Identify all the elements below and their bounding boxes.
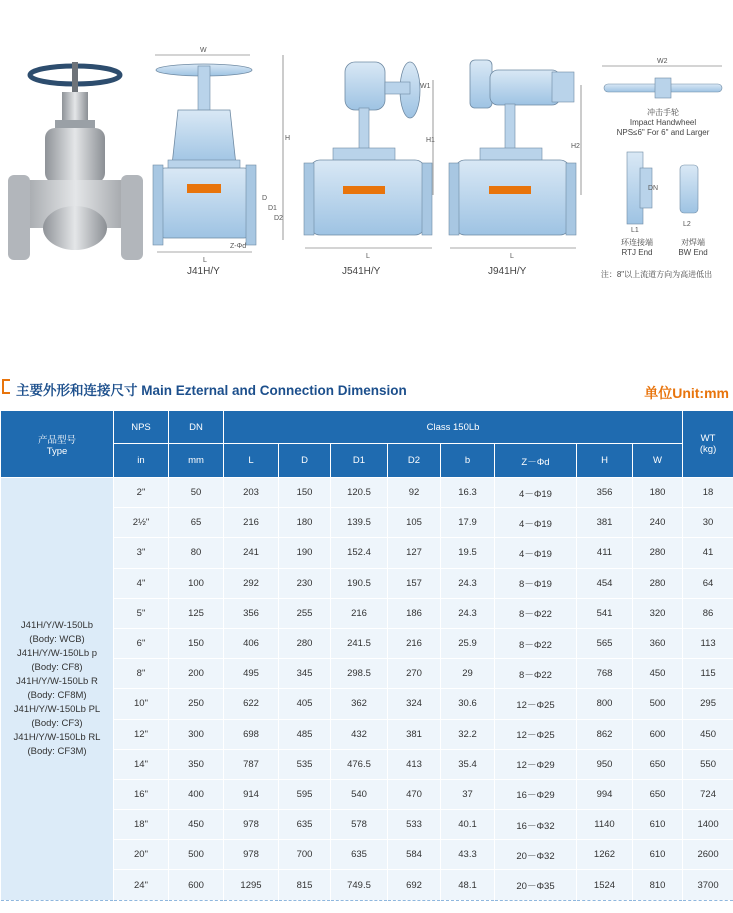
sub-header-cell: in [114,444,169,478]
table-cell: 64 [683,568,733,598]
table-cell: 50 [169,478,224,508]
table-cell: 650 [633,779,683,809]
table-cell: 16－Φ29 [495,779,577,809]
table-cell: 541 [577,598,633,628]
table-cell: 787 [224,749,279,779]
table-cell: 230 [279,568,331,598]
table-cell: 120.5 [331,478,388,508]
sub-header-cell: H [577,444,633,478]
table-cell: 356 [224,598,279,628]
table-cell: 810 [633,870,683,900]
table-cell: 24" [114,870,169,900]
table-cell: 24.3 [441,598,495,628]
table-cell: 815 [279,870,331,900]
table-cell: 190.5 [331,568,388,598]
table-cell: 29 [441,659,495,689]
table-cell: 405 [279,689,331,719]
table-cell: 724 [683,779,733,809]
table-cell: 495 [224,659,279,689]
type-line: J41H/Y/W-150Lb RL [13,731,101,743]
header-type: 产品型号 Type [1,411,114,478]
table-cell: 18" [114,810,169,840]
type-line: J41H/Y/W-150Lb p [16,647,98,659]
table-cell: 19.5 [441,538,495,568]
sub-header-cell: D1 [331,444,388,478]
table-cell: 152.4 [331,538,388,568]
table-cell: 914 [224,779,279,809]
sub-header-cell: mm [169,444,224,478]
table-cell: 5" [114,598,169,628]
valve-drawings [0,0,733,300]
table-cell: 41 [683,538,733,568]
table-cell: 800 [577,689,633,719]
dim-w-label: W [200,47,207,54]
table-cell: 48.1 [441,870,495,900]
table-cell: 216 [224,508,279,538]
table-cell: 411 [577,538,633,568]
table-cell: 12－Φ25 [495,719,577,749]
table-cell: 113 [683,628,733,658]
handwheel-note: 冲击手轮 Impact Handwheel NPS≤6" For 6" and Larger [616,108,710,137]
table-cell: 400 [169,779,224,809]
sub-header-cell: D2 [388,444,441,478]
dim-w2-label: W2 [657,58,668,65]
table-cell: 139.5 [331,508,388,538]
sub-header-cell: L [224,444,279,478]
heading-bracket-icon [2,379,10,394]
dim-l-label: L [203,257,207,264]
table-cell: 280 [279,628,331,658]
table-cell: 35.4 [441,749,495,779]
type-line: J41H/Y/W-150Lb R [16,675,98,687]
table-cell: 115 [683,659,733,689]
dim-h2-label: H2 [571,143,580,150]
table-cell: 533 [388,810,441,840]
table-cell: 25.9 [441,628,495,658]
table-cell: 280 [633,568,683,598]
table-cell: 150 [279,478,331,508]
table-cell: 125 [169,598,224,628]
table-cell: 413 [388,749,441,779]
table-cell: 978 [224,810,279,840]
type-line: J41H/Y/W-150Lb PL [13,703,101,715]
table-cell: 241 [224,538,279,568]
table-cell: 157 [388,568,441,598]
table-cell: 1295 [224,870,279,900]
table-cell: 12－Φ29 [495,749,577,779]
table-cell: 16－Φ32 [495,810,577,840]
dim-w1-label: W1 [420,83,431,90]
header-nps: NPS [114,411,169,444]
table-cell: 692 [388,870,441,900]
table-cell: 105 [388,508,441,538]
table-cell: 540 [331,779,388,809]
table-cell: 450 [633,659,683,689]
table-cell: 2" [114,478,169,508]
table-cell: 749.5 [331,870,388,900]
table-cell: 610 [633,810,683,840]
dimension-table [0,410,733,901]
table-cell: 40.1 [441,810,495,840]
table-cell: 14" [114,749,169,779]
table-cell: 362 [331,689,388,719]
dim-d-label: D [262,195,268,202]
dim-d2-label: D2 [274,215,283,222]
type-line: (Body: CF8M) [27,689,87,701]
dim-h1-label: H1 [426,137,435,144]
table-cell: 280 [633,538,683,568]
table-cell: 216 [388,628,441,658]
sub-header-cell: Z－Φd [495,444,577,478]
table-cell: 186 [388,598,441,628]
header-dn: DN [169,411,224,444]
table-cell: 4－Φ19 [495,508,577,538]
table-cell: 595 [279,779,331,809]
table-cell: 1524 [577,870,633,900]
table-cell: 450 [683,719,733,749]
table-cell: 92 [388,478,441,508]
table-cell: 20" [114,840,169,870]
table-cell: 650 [633,749,683,779]
impact-handwheel-drawing [602,58,722,98]
table-cell: 950 [577,749,633,779]
j41-drawing [153,47,290,264]
type-line: (Body: CF3) [31,717,83,729]
valve-photo [8,62,143,260]
table-cell: 1262 [577,840,633,870]
bw-end-note: 对焊端 BW End [678,238,708,257]
table-cell: 565 [577,628,633,658]
table-cell: 17.9 [441,508,495,538]
table-cell: 978 [224,840,279,870]
table-cell: 292 [224,568,279,598]
table-cell: 65 [169,508,224,538]
table-cell: 324 [388,689,441,719]
table-cell: 381 [577,508,633,538]
table-cell: 16.3 [441,478,495,508]
table-cell: 180 [633,478,683,508]
table-cell: 635 [279,810,331,840]
table-cell: 350 [169,749,224,779]
table-cell: 600 [633,719,683,749]
section-heading [0,378,733,400]
table-cell: 6" [114,628,169,658]
sub-header-cell: D [279,444,331,478]
table-cell: 80 [169,538,224,568]
table-cell: 10" [114,689,169,719]
dim-l2-label: L2 [683,221,691,228]
table-cell: 360 [633,628,683,658]
caption-j541: J541H/Y [342,266,381,277]
unit-label: 单位Unit:mm [644,385,729,401]
caption-j41: J41H/Y [187,266,220,277]
table-cell: 406 [224,628,279,658]
table-cell: 535 [279,749,331,779]
table-cell: 30 [683,508,733,538]
dim-d1-label: D1 [268,205,277,212]
type-line: (Body: CF8) [31,661,83,673]
table-cell: 37 [441,779,495,809]
header-class: Class 150Lb [224,411,683,444]
table-cell: 127 [388,538,441,568]
table-cell: 8" [114,659,169,689]
table-cell: 16" [114,779,169,809]
table-cell: 30.6 [441,689,495,719]
j941-drawing [449,60,581,260]
dim-l-label-3: L [510,253,514,260]
type-line: (Body: CF3M) [27,745,87,757]
dim-dn-label: DN [648,185,659,192]
table-cell: 600 [169,870,224,900]
table-cell: 190 [279,538,331,568]
table-cell: 450 [169,810,224,840]
header-wt: WT (kg) [683,411,733,478]
rtj-end-note: 环连接端 RTJ End [621,238,653,257]
table-cell: 250 [169,689,224,719]
table-cell: 4－Φ19 [495,478,577,508]
table-cell: 862 [577,719,633,749]
dim-h-label: H [285,135,291,142]
table-cell: 3" [114,538,169,568]
table-cell: 500 [633,689,683,719]
table-cell: 700 [279,840,331,870]
table-cell: 320 [633,598,683,628]
table-cell: 300 [169,719,224,749]
table-cell: 270 [388,659,441,689]
table-cell: 295 [683,689,733,719]
table-cell: 345 [279,659,331,689]
table-cell: 470 [388,779,441,809]
table-cell: 240 [633,508,683,538]
table-cell: 18 [683,478,733,508]
table-cell: 200 [169,659,224,689]
table-cell: 4" [114,568,169,598]
table-cell: 24.3 [441,568,495,598]
table-cell: 768 [577,659,633,689]
table-cell: 994 [577,779,633,809]
table-row [1,478,733,508]
table-cell: 381 [388,719,441,749]
table-cell: 1400 [683,810,733,840]
table-cell: 622 [224,689,279,719]
table-cell: 298.5 [331,659,388,689]
sub-header-cell: W [633,444,683,478]
table-cell: 8－Φ22 [495,659,577,689]
table-cell: 8－Φ22 [495,598,577,628]
table-cell: 20－Φ32 [495,840,577,870]
table-cell: 216 [331,598,388,628]
table-cell: 150 [169,628,224,658]
dim-z-label: Z-Φd [230,243,247,250]
j541-drawing [304,62,435,260]
table-cell: 8－Φ19 [495,568,577,598]
table-cell: 610 [633,840,683,870]
table-cell: 584 [388,840,441,870]
table-cell: 86 [683,598,733,628]
type-line: J41H/Y/W-150Lb [20,619,94,631]
table-cell: 12" [114,719,169,749]
table-cell: 4－Φ19 [495,538,577,568]
table-cell: 698 [224,719,279,749]
table-cell: 2600 [683,840,733,870]
table-cell: 356 [577,478,633,508]
bw-end-drawing [680,165,698,228]
table-cell: 1140 [577,810,633,840]
table-cell: 100 [169,568,224,598]
dim-l1-label: L1 [631,227,639,234]
table-cell: 635 [331,840,388,870]
table-cell: 550 [683,749,733,779]
type-line: (Body: WCB) [29,633,85,645]
rtj-end-drawing [627,152,658,234]
table-cell: 43.3 [441,840,495,870]
table-cell: 454 [577,568,633,598]
section-title: 主要外形和连接尺寸 Main Ezternal and Connection Dimension [16,383,407,398]
table-cell: 241.5 [331,628,388,658]
table-cell: 32.2 [441,719,495,749]
table-cell: 180 [279,508,331,538]
flow-direction-note: 注：8"以上流道方向为高进低出 [600,270,713,279]
table-cell: 255 [279,598,331,628]
table-cell: 3700 [683,870,733,900]
sub-header-cell: b [441,444,495,478]
dim-l-label-2: L [366,253,370,260]
table-cell: 20－Φ35 [495,870,577,900]
table-cell: 2½" [114,508,169,538]
table-cell: 8－Φ22 [495,628,577,658]
type-cell [1,478,114,901]
table-cell: 432 [331,719,388,749]
table-cell: 203 [224,478,279,508]
table-cell: 12－Φ25 [495,689,577,719]
table-cell: 485 [279,719,331,749]
caption-j941: J941H/Y [488,266,527,277]
table-cell: 500 [169,840,224,870]
table-cell: 476.5 [331,749,388,779]
table-cell: 578 [331,810,388,840]
